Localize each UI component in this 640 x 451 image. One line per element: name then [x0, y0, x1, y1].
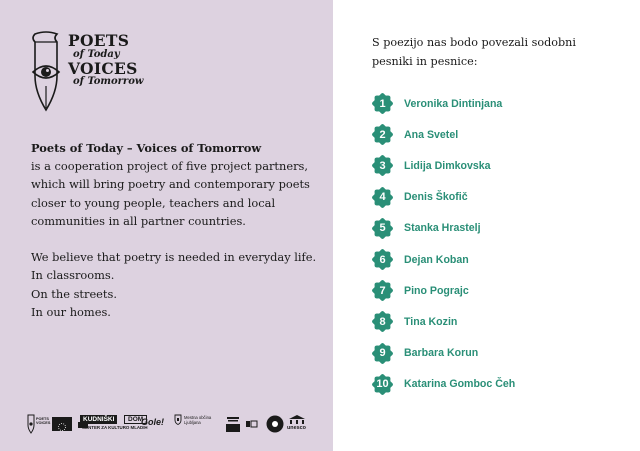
ljubljana-logo — [174, 414, 214, 436]
project-logo — [26, 30, 146, 116]
poet-item — [372, 119, 515, 150]
logo-word-voices: VOICES — [68, 58, 138, 78]
number-badge — [372, 124, 393, 145]
poet-number: 3 — [379, 159, 386, 172]
paragraph-gap — [31, 230, 326, 248]
poet-name: Pino Pograjc — [404, 284, 469, 297]
number-badge — [372, 311, 393, 332]
poet-number: 7 — [379, 284, 386, 297]
belief-line: In classrooms. — [31, 268, 115, 283]
poet-name: Lidija Dimkovska — [404, 159, 491, 172]
belief-line: On the streets. — [31, 286, 117, 301]
number-badge — [372, 249, 393, 270]
poet-name: Veronika Dintinjana — [404, 97, 503, 110]
number-badge — [372, 218, 393, 239]
poet-number: 5 — [379, 222, 386, 235]
number-badge — [372, 280, 393, 301]
description-line: which will bring poetry and contemporary poets — [31, 177, 310, 192]
dom-logo-sub: CENTER ZA KULTURO MLADIH — [82, 425, 148, 430]
quill-eye-icon — [26, 30, 66, 116]
number-badge — [372, 343, 393, 364]
logo-word-of-tomorrow: of Tomorrow — [73, 76, 144, 87]
poet-item — [372, 306, 515, 337]
dom-logo-right: DOM — [124, 415, 147, 424]
poet-item — [372, 244, 515, 275]
round-partner-icon — [266, 415, 284, 433]
golo-logo: Gole! — [141, 417, 165, 427]
poet-item — [372, 150, 515, 181]
unesco-temple-icon — [287, 415, 307, 425]
logo-word-of-today: of Today — [73, 48, 120, 60]
description-line: is a cooperation project of five project partners, — [31, 159, 308, 174]
ljubljana-text: Mestna občina Ljubljana — [184, 415, 212, 425]
poet-number: 4 — [379, 191, 386, 204]
project-title: Poets of Today – Voices of Tomorrow — [31, 141, 262, 155]
poet-name: Barbara Korun — [404, 347, 479, 360]
eu-flag-icon — [52, 417, 72, 431]
belief-line: In our homes. — [31, 304, 111, 319]
library-logo-icon — [225, 414, 241, 434]
unesco-text: unesco — [287, 425, 306, 431]
small-logo-text: POETS VOICES — [36, 417, 51, 426]
unesco-logo — [287, 415, 309, 435]
description-line: communities in all partner countries. — [31, 213, 246, 228]
poet-item — [372, 88, 515, 119]
poet-name: Tina Kozin — [404, 315, 458, 328]
logo-word-poets: POETS — [68, 31, 130, 50]
poet-item — [372, 275, 515, 306]
number-badge — [372, 374, 393, 395]
partner-square-icon — [246, 414, 258, 424]
poets-voices-small-logo — [26, 412, 51, 436]
heading-line: S poezijo nas bodo povezali sodobni — [372, 36, 576, 49]
poet-name: Ana Svetel — [404, 128, 459, 141]
dragon-shield-icon — [174, 414, 182, 425]
belief-line: We believe that poetry is needed in everyday life. — [31, 250, 317, 265]
poet-number: 1 — [379, 97, 386, 110]
heading-line: pesniki in pesnice: — [372, 54, 478, 68]
small-quill-icon — [26, 414, 36, 434]
number-badge — [372, 155, 393, 176]
description-line: closer to young people, teachers and local — [31, 195, 276, 210]
poet-number: 2 — [379, 128, 386, 141]
poets-heading — [372, 34, 592, 71]
poet-item — [372, 182, 515, 213]
number-badge — [372, 93, 393, 114]
poet-number: 10 — [376, 378, 389, 391]
poet-item — [372, 338, 515, 369]
number-badge — [372, 187, 393, 208]
poets-list — [372, 88, 515, 400]
poet-name: Stanka Hrastelj — [404, 222, 481, 235]
poet-name: Katarina Gomboc Čeh — [404, 378, 516, 391]
project-description — [31, 139, 326, 321]
poet-name: Dejan Koban — [404, 253, 469, 266]
poet-item — [372, 369, 515, 400]
poet-number: 9 — [379, 347, 386, 360]
poet-item — [372, 213, 515, 244]
poet-number: 8 — [379, 315, 386, 328]
poet-name: Denis Škofič — [404, 191, 468, 204]
poet-number: 6 — [379, 253, 386, 266]
dom-logo-left: KUDNIŠKI — [80, 415, 117, 424]
